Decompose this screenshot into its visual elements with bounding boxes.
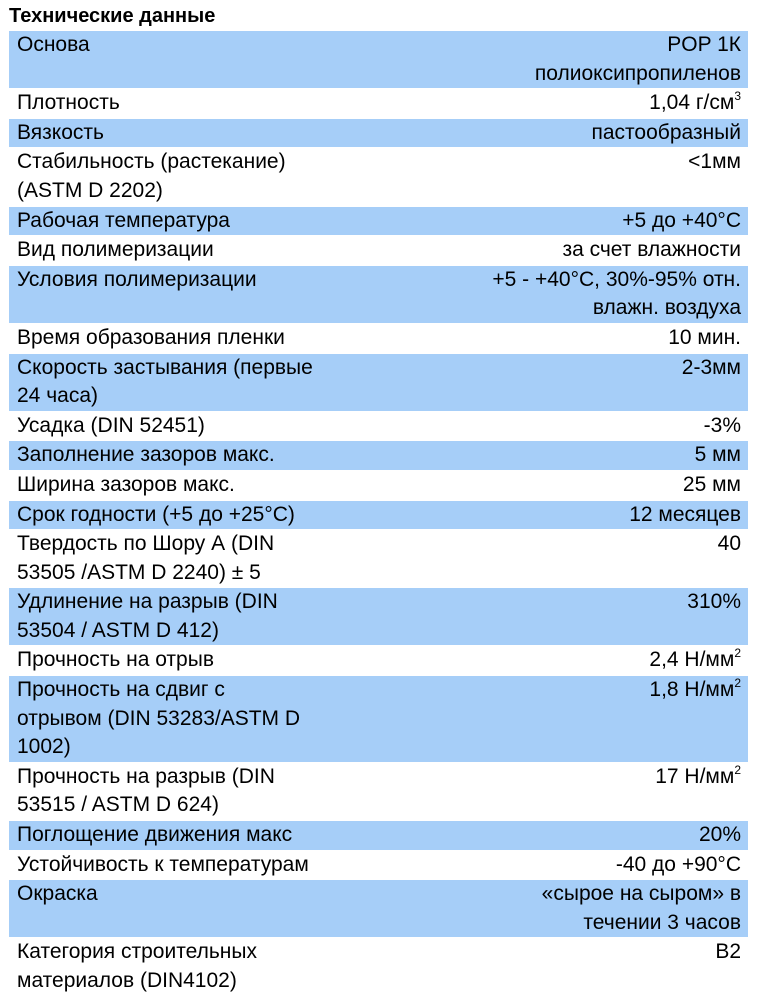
property-value (381, 324, 741, 353)
superscript: 3 (734, 89, 741, 104)
property-label (17, 763, 377, 820)
cell-line: 53515 / ASTM D 624) (17, 793, 219, 817)
table-row (9, 207, 748, 236)
table-row (9, 821, 748, 850)
cell-line: 1,8 $Н/мм^2$ (649, 676, 741, 702)
cell-line: 53504 / ASTM D 412) (17, 618, 219, 642)
cell-line: 10 мин. (668, 325, 741, 349)
cell-line: (ASTM D 2202) (17, 178, 163, 202)
property-value (381, 530, 741, 587)
superscript: 2 (734, 676, 741, 691)
property-value (381, 938, 741, 995)
property-value (381, 236, 741, 265)
cell-line: 5 мм (694, 443, 741, 467)
table-row (9, 588, 748, 645)
cell-line: +5 - +40°C, 30%-95% отн. (492, 267, 741, 291)
table-row (9, 530, 748, 587)
property-label (17, 236, 377, 265)
property-label (17, 119, 377, 148)
property-value (381, 501, 741, 530)
cell-line: 17 $Н/мм^2$ (655, 762, 741, 788)
cell-line: течении 3 часов (583, 910, 741, 934)
property-value (381, 471, 741, 500)
cell-line: 2,4 $Н/мм^2$ (649, 646, 741, 672)
cell-line: Категория строительных (17, 940, 257, 964)
table-row (9, 412, 748, 441)
property-value (381, 266, 741, 323)
cell-line: Твердость по Шору А (DIN (17, 532, 275, 556)
section-title: Технические данные (9, 5, 216, 27)
property-label (17, 646, 377, 675)
property-value (381, 412, 741, 441)
cell-line: Прочность на отрыв (17, 648, 214, 672)
property-value (381, 646, 741, 675)
property-label (17, 31, 377, 88)
property-label (17, 266, 377, 323)
property-value (381, 119, 741, 148)
property-label (17, 148, 377, 205)
cell-line: Рабочая температура (17, 208, 230, 232)
cell-line: 25 мм (682, 472, 741, 496)
cell-line: Вид полимеризации (17, 238, 214, 262)
property-value (381, 763, 741, 820)
cell-line: Прочность на разрыв (DIN (17, 764, 275, 788)
cell-line: Основа (17, 33, 90, 56)
property-value (381, 441, 741, 470)
table-row (9, 646, 748, 675)
cell-line: влажн. воздуха (592, 296, 741, 320)
cell-line: «сырое на сыром» в (541, 882, 741, 906)
property-label (17, 471, 377, 500)
cell-line: пастообразный (591, 120, 741, 144)
cell-line: -3% (703, 413, 741, 437)
cell-line: <1мм (688, 150, 741, 174)
table-row (9, 119, 748, 148)
superscript: 2 (734, 762, 741, 777)
property-label (17, 354, 377, 411)
property-value (381, 354, 741, 411)
table-row (9, 89, 748, 118)
cell-line: B2 (715, 940, 741, 964)
table-row (9, 938, 748, 995)
table-row (9, 324, 748, 353)
table-row (9, 501, 748, 530)
property-label (17, 324, 377, 353)
table-row (9, 880, 748, 937)
property-label (17, 821, 377, 850)
cell-line: 40 (717, 532, 741, 556)
cell-line: Устойчивость к температурам (17, 852, 309, 876)
table-row (9, 354, 748, 411)
property-label (17, 676, 377, 762)
table-row (9, 763, 748, 820)
cell-line: +5 до +40°C (622, 208, 741, 232)
cell-line: Скорость застывания (первые (17, 355, 313, 379)
property-label (17, 880, 377, 937)
cell-line: Срок годности (+5 до +25°C) (17, 502, 295, 526)
cell-line: Вязкость (17, 120, 104, 144)
cell-line: 53505 /ASTM D 2240) ± 5 (17, 560, 261, 584)
property-label (17, 530, 377, 587)
cell-line: Время образования пленки (17, 325, 285, 349)
property-value (381, 207, 741, 236)
specs-table (9, 31, 748, 997)
property-label (17, 501, 377, 530)
property-label (17, 441, 377, 470)
cell-line: 1002) (17, 735, 71, 759)
property-value (381, 880, 741, 937)
property-label (17, 938, 377, 995)
table-row (9, 148, 748, 205)
property-label (17, 89, 377, 118)
table-row (9, 266, 748, 323)
cell-line: 24 часа) (17, 384, 98, 408)
cell-line: Усадка (DIN 52451) (17, 413, 205, 437)
cell-line: Поглощение движения макс (17, 823, 293, 847)
cell-line: 2-3мм (681, 355, 741, 379)
cell-line: Удлинение на разрыв (DIN (17, 590, 278, 614)
property-label (17, 851, 377, 880)
cell-line: Прочность на сдвиг с (17, 678, 225, 702)
property-label (17, 412, 377, 441)
cell-line: 1,04 $г/см^3$ (649, 89, 741, 115)
property-value (381, 89, 741, 118)
table-row (9, 441, 748, 470)
cell-line: материалов (DIN4102) (17, 969, 237, 992)
cell-line: 20% (698, 823, 741, 847)
property-value (381, 821, 741, 850)
cell-line: Стабильность (растекание) (17, 150, 286, 174)
cell-line: за счет влажности (562, 238, 741, 262)
cell-line: -40 до +90°C (615, 852, 741, 876)
cell-line: POP 1К (667, 33, 741, 56)
property-label (17, 207, 377, 236)
cell-line: Заполнение зазоров макс. (17, 443, 275, 467)
cell-line: Ширина зазоров макс. (17, 472, 235, 496)
property-value (381, 676, 741, 762)
property-value (381, 31, 741, 88)
cell-line: Условия полимеризации (17, 267, 257, 291)
superscript: 2 (734, 646, 741, 661)
table-row (9, 471, 748, 500)
cell-line: Плотность (17, 91, 120, 115)
property-label (17, 588, 377, 645)
property-value (381, 148, 741, 205)
table-row (9, 676, 748, 762)
property-value (381, 851, 741, 880)
cell-line: 310% (687, 590, 741, 614)
table-row (9, 236, 748, 265)
property-value (381, 588, 741, 645)
table-row (9, 851, 748, 880)
table-row (9, 31, 748, 88)
cell-line: 12 месяцев (629, 502, 741, 526)
cell-line: Окраска (17, 882, 98, 906)
cell-line: полиоксипропиленов (534, 61, 741, 85)
cell-line: отрывом (DIN 53283/ASTM D (17, 706, 301, 730)
